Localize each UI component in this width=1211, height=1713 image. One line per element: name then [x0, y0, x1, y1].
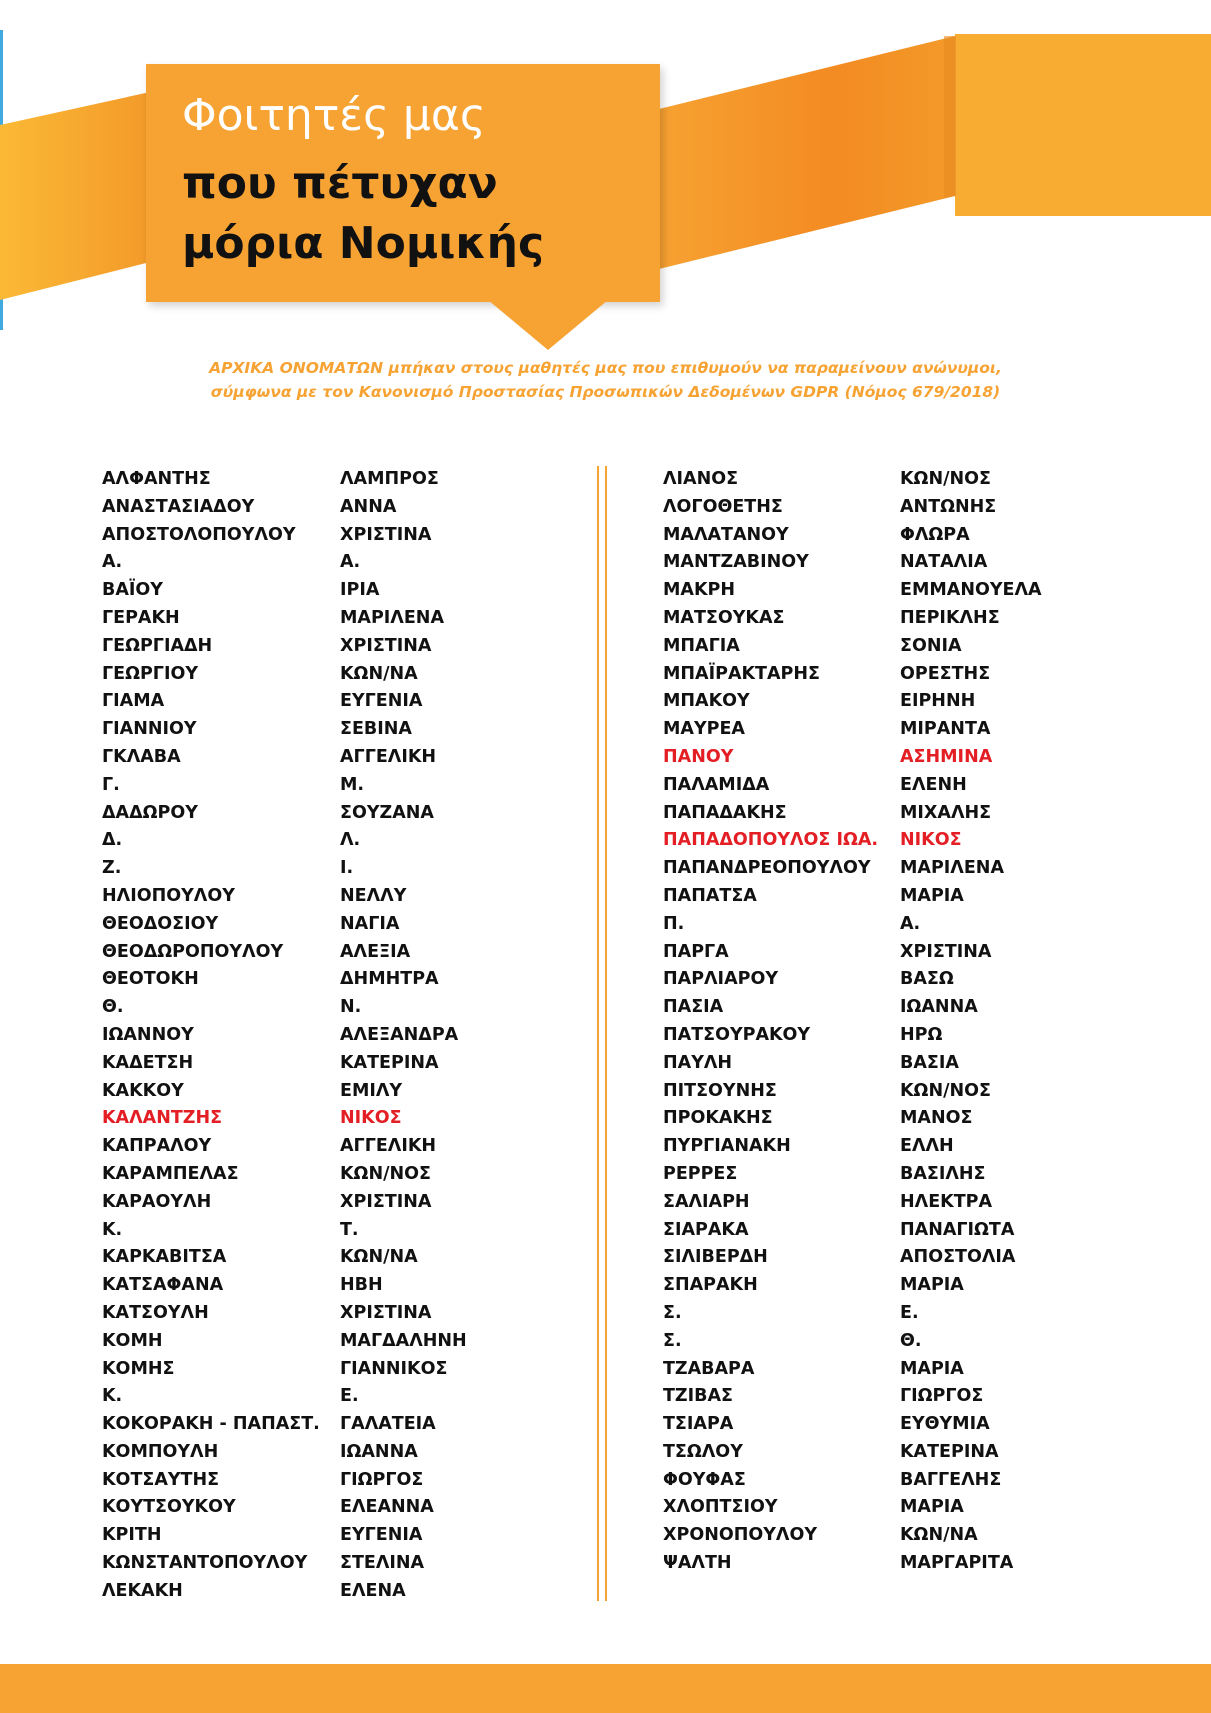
- student-surname: ΙΩΑΝΝΟΥ: [102, 1024, 194, 1045]
- student-surname: ΚΟΚΟΡΑΚΗ - ΠΑΠΑΣΤ.: [102, 1414, 320, 1435]
- student-first-name: ΗΡΩ: [900, 1024, 943, 1045]
- student-surname: ΚΟΥΤΣΟΥΚΟΥ: [102, 1497, 236, 1518]
- student-first-name: ΒΑΣΩ: [900, 969, 954, 990]
- notice-line-2: σύμφωνα με τον Κανονισμό Προστασίας Προσωπικών Δεδομένων GDPR (Νόμος 679/2018): [210, 383, 1001, 401]
- student-surname: ΑΝΑΣΤΑΣΙΑΔΟΥ: [102, 496, 255, 517]
- student-surname: ΜΑΝΤΖΑΒΙΝΟΥ: [663, 552, 809, 573]
- student-first-name: ΣΕΒΙΝΑ: [340, 719, 412, 740]
- student-surname: ΣΑΛΙΑΡΗ: [663, 1191, 750, 1212]
- student-first-name: ΑΓΓΕΛΙΚΗ: [340, 1136, 437, 1157]
- student-first-name: ΚΩΝ/ΝΑ: [340, 663, 418, 684]
- student-surname: ΛΟΓΟΘΕΤΗΣ: [663, 496, 783, 517]
- student-first-name: ΓΙΑΝΝΙΚΟΣ: [340, 1358, 448, 1379]
- student-first-name: ΜΙΧΑΛΗΣ: [900, 802, 992, 823]
- student-surname: ΚΑΤΣΟΥΛΗ: [102, 1302, 209, 1323]
- student-first-name: ΝΑΤΑΛΙΑ: [900, 552, 988, 573]
- student-first-name: ΜΑΡΙΛΕΝΑ: [340, 607, 444, 628]
- student-first-name: ΙΩΑΝΝΑ: [900, 997, 978, 1018]
- student-first-name: Θ.: [900, 1330, 922, 1351]
- student-first-name: ΚΩΝ/ΝΟΣ: [900, 1080, 991, 1101]
- student-first-name: ΑΛΕΞΙΑ: [340, 941, 411, 962]
- student-first-name: ΒΑΣΙΛΗΣ: [900, 1163, 986, 1184]
- student-first-name: ΧΡΙΣΤΙΝΑ: [340, 1302, 432, 1323]
- student-first-name: ΓΙΩΡΓΟΣ: [340, 1469, 424, 1490]
- student-surname: ΚΑΚΚΟΥ: [102, 1080, 184, 1101]
- student-surname: ΣΙΑΡΑΚΑ: [663, 1219, 749, 1240]
- student-surname: Σ.: [663, 1330, 682, 1351]
- student-surname: ΑΛΦΑΝΤΗΣ: [102, 469, 211, 489]
- student-surname: ΚΟΤΣΑΥΤΗΣ: [102, 1469, 220, 1490]
- right-surname-column: [663, 466, 878, 1578]
- student-surname: ΠΥΡΓΙΑΝΑΚΗ: [663, 1136, 791, 1157]
- student-first-name: Ε.: [900, 1302, 919, 1323]
- student-first-name: ΣΟΥΖΑΝΑ: [340, 802, 434, 823]
- student-surname: Γ.: [102, 774, 120, 795]
- student-first-name: ΕΛΕΑΝΝΑ: [340, 1497, 434, 1518]
- student-surname: ΚΟΜΠΟΥΛΗ: [102, 1441, 219, 1462]
- student-surname: ΤΖΙΒΑΣ: [663, 1386, 733, 1407]
- student-surname: ΘΕΟΤΟΚΗ: [102, 969, 199, 990]
- student-first-name: ΜΑΝΟΣ: [900, 1108, 973, 1129]
- student-first-name: ΑΛΕΞΑΝΔΡΑ: [340, 1024, 459, 1045]
- student-first-name: ΦΛΩΡΑ: [900, 524, 970, 545]
- student-surname: ΛΙΑΝΟΣ: [663, 469, 739, 489]
- student-surname: ΡΕΡΡΕΣ: [663, 1163, 738, 1184]
- student-first-name: ΝΙΚΟΣ: [900, 830, 962, 851]
- student-surname: ΓΙΑΝΝΙΟΥ: [102, 719, 197, 740]
- student-surname: Π.: [663, 913, 685, 934]
- title-line-3: μόρια Νομικής: [182, 218, 545, 269]
- student-first-name: ΕΙΡΗΝΗ: [900, 691, 976, 712]
- student-first-name: Ι.: [340, 858, 354, 879]
- student-first-name: ΧΡΙΣΤΙΝΑ: [900, 941, 992, 962]
- left-name-column: [340, 466, 467, 1606]
- student-surname: ΜΠΑΚΟΥ: [663, 691, 750, 712]
- student-surname: ΧΡΟΝΟΠΟΥΛΟΥ: [663, 1525, 818, 1546]
- student-surname: ΜΠΑΪΡΑΚΤΑΡΗΣ: [663, 663, 820, 684]
- student-surname: ΠΑΠΑΔΟΠΟΥΛΟΣ ΙΩΑ.: [663, 830, 879, 851]
- student-first-name: Λ.: [340, 830, 361, 851]
- student-first-name: ΚΩΝ/ΝΟΣ: [900, 469, 991, 489]
- student-first-name: ΟΡΕΣΤΗΣ: [900, 663, 991, 684]
- student-first-name: ΜΑΡΙΛΕΝΑ: [900, 858, 1004, 879]
- student-surname: ΠΑΡΓΑ: [663, 941, 729, 962]
- student-first-name: Ν.: [340, 997, 362, 1018]
- student-surname: ΣΙΛΙΒΕΡΔΗ: [663, 1247, 768, 1268]
- student-surname: ΚΡΙΤΗ: [102, 1525, 162, 1546]
- student-first-name: ΚΩΝ/ΝΑ: [340, 1247, 418, 1268]
- student-first-name: ΚΩΝ/ΝΑ: [900, 1525, 978, 1546]
- student-first-name: Α.: [340, 552, 361, 573]
- gdpr-notice: [0, 356, 1211, 404]
- student-surname: ΛΕΚΑΚΗ: [102, 1580, 183, 1601]
- student-surname: ΚΩΝΣΤΑΝΤΟΠΟΥΛΟΥ: [102, 1553, 308, 1574]
- left-surname-column: [102, 466, 320, 1606]
- student-first-name: ΝΑΓΙΑ: [340, 913, 400, 934]
- student-surname: ΠΙΤΣΟΥΝΗΣ: [663, 1080, 777, 1101]
- student-first-name: ΠΑΝΑΓΙΩΤΑ: [900, 1219, 1015, 1240]
- student-first-name: ΕΛΕΝΗ: [900, 774, 967, 795]
- student-surname: ΠΑΡΛΙΑΡΟΥ: [663, 969, 778, 990]
- student-first-name: ΓΑΛΑΤΕΙΑ: [340, 1414, 436, 1435]
- student-surname: ΤΖΑΒΑΡΑ: [663, 1358, 755, 1379]
- student-first-name: ΕΛΛΗ: [900, 1136, 954, 1157]
- student-surname: Θ.: [102, 997, 124, 1018]
- student-first-name: ΗΒΗ: [340, 1275, 383, 1296]
- student-first-name: ΗΛΕΚΤΡΑ: [900, 1191, 993, 1212]
- student-first-name: ΑΝΤΩΝΗΣ: [900, 496, 997, 517]
- student-surname: ΠΑΠΑΤΣΑ: [663, 885, 757, 906]
- student-surname: ΠΑΣΙΑ: [663, 997, 724, 1018]
- student-first-name: ΜΑΡΙΑ: [900, 885, 964, 906]
- student-surname: ΠΑΠΑΔΑΚΗΣ: [663, 802, 787, 823]
- student-surname: ΚΑΛΑΝΤΖΗΣ: [102, 1108, 223, 1129]
- column-divider-left: [597, 466, 599, 1601]
- student-surname: ΒΑΪΟΥ: [102, 580, 163, 601]
- student-surname: ΠΑΝΟΥ: [663, 746, 734, 767]
- student-first-name: ΜΙΡΑΝΤΑ: [900, 719, 991, 740]
- student-surname: ΓΕΩΡΓΙΟΥ: [102, 663, 199, 684]
- student-first-name: ΧΡΙΣΤΙΝΑ: [340, 524, 432, 545]
- student-first-name: ΕΥΓΕΝΙΑ: [340, 691, 423, 712]
- student-surname: ΘΕΟΔΟΣΙΟΥ: [102, 913, 219, 934]
- student-first-name: Ε.: [340, 1386, 359, 1407]
- student-surname: ΜΑΥΡΕΑ: [663, 719, 745, 740]
- student-surname: ΜΑΤΣΟΥΚΑΣ: [663, 607, 785, 628]
- student-surname: ΚΑΡΑΟΥΛΗ: [102, 1191, 212, 1212]
- student-surname: ΣΠΑΡΑΚΗ: [663, 1275, 758, 1296]
- student-first-name: ΝΕΛΛΥ: [340, 885, 407, 906]
- student-surname: ΚΑΡΚΑΒΙΤΣΑ: [102, 1247, 227, 1268]
- student-first-name: ΚΑΤΕΡΙΝΑ: [340, 1052, 439, 1073]
- student-surname: Κ.: [102, 1386, 123, 1407]
- student-first-name: ΧΡΙΣΤΙΝΑ: [340, 635, 432, 656]
- student-first-name: Α.: [900, 913, 921, 934]
- student-first-name: ΧΡΙΣΤΙΝΑ: [340, 1191, 432, 1212]
- student-surname: ΜΑΚΡΗ: [663, 580, 735, 601]
- student-surname: ΤΣΩΛΟΥ: [663, 1441, 743, 1462]
- student-first-name: ΚΩΝ/ΝΟΣ: [340, 1163, 431, 1184]
- student-surname: ΜΠΑΓΙΑ: [663, 635, 740, 656]
- student-surname: ΓΚΛΑΒΑ: [102, 746, 181, 767]
- student-first-name: Τ.: [340, 1219, 359, 1240]
- student-surname: ΘΕΟΔΩΡΟΠΟΥΛΟΥ: [102, 941, 284, 962]
- student-surname: ΠΑΛΑΜΙΔΑ: [663, 774, 770, 795]
- student-surname: ΚΑΠΡΑΛΟΥ: [102, 1136, 212, 1157]
- student-surname: ΨΑΛΤΗ: [663, 1553, 732, 1574]
- student-surname: Κ.: [102, 1219, 123, 1240]
- student-surname: ΠΑΥΛΗ: [663, 1052, 733, 1073]
- student-first-name: ΒΑΓΓΕΛΗΣ: [900, 1469, 1002, 1490]
- student-first-name: ΜΑΓΔΑΛΗΝΗ: [340, 1330, 467, 1351]
- student-surname: ΚΑΡΑΜΠΕΛΑΣ: [102, 1163, 239, 1184]
- notice-line-1: ΑΡΧΙΚΑ ΟΝΟΜΑΤΩΝ μπήκαν στους μαθητές μας που επιθυμούν να παραμείνουν ανώνυμοι,: [209, 359, 1002, 377]
- title-line-2: που πέτυχαν: [182, 158, 498, 209]
- student-surname: ΚΟΜΗ: [102, 1330, 163, 1351]
- student-first-name: Μ.: [340, 774, 365, 795]
- student-first-name: ΕΜΜΑΝΟΥΕΛΑ: [900, 580, 1042, 601]
- student-surname: ΠΡΟΚΑΚΗΣ: [663, 1108, 773, 1129]
- student-first-name: ΙΡΙΑ: [340, 580, 380, 601]
- student-first-name: ΕΥΓΕΝΙΑ: [340, 1525, 423, 1546]
- student-first-name: ΑΣΗΜΙΝΑ: [900, 746, 993, 767]
- student-surname: ΚΑΤΣΑΦΑΝΑ: [102, 1275, 224, 1296]
- student-first-name: ΕΛΕΝΑ: [340, 1580, 406, 1601]
- student-surname: ΔΑΔΩΡΟΥ: [102, 802, 198, 823]
- right-name-column: [900, 466, 1042, 1578]
- student-first-name: ΜΑΡΙΑ: [900, 1358, 964, 1379]
- student-surname: ΓΕΡΑΚΗ: [102, 607, 180, 628]
- student-first-name: ΑΠΟΣΤΟΛΙΑ: [900, 1247, 1016, 1268]
- student-surname: Α.: [102, 552, 123, 573]
- student-first-name: ΙΩΑΝΝΑ: [340, 1441, 418, 1462]
- student-first-name: ΕΜΙΛΥ: [340, 1080, 403, 1101]
- student-first-name: ΚΑΤΕΡΙΝΑ: [900, 1441, 999, 1462]
- student-surname: Σ.: [663, 1302, 682, 1323]
- student-surname: Δ.: [102, 830, 123, 851]
- student-first-name: ΠΕΡΙΚΛΗΣ: [900, 607, 1000, 628]
- title-line-1: Φοιτητές μας: [182, 90, 486, 141]
- student-surname: ΜΑΛΑΤΑΝΟΥ: [663, 524, 789, 545]
- student-first-name: ΣΤΕΛΙΝΑ: [340, 1553, 425, 1574]
- student-surname: ΠΑΤΣΟΥΡΑΚΟΥ: [663, 1024, 811, 1045]
- pointer-arrow-icon: [488, 300, 608, 352]
- column-divider-right: [605, 466, 607, 1601]
- student-surname: ΠΑΠΑΝΔΡΕΟΠΟΥΛΟΥ: [663, 858, 871, 879]
- student-first-name: ΜΑΡΙΑ: [900, 1275, 964, 1296]
- student-surname: ΧΛΟΠΤΣΙΟΥ: [663, 1497, 778, 1518]
- student-first-name: ΕΥΘΥΜΙΑ: [900, 1414, 990, 1435]
- student-surname: ΦΟΥΦΑΣ: [663, 1469, 746, 1490]
- student-surname: ΑΠΟΣΤΟΛΟΠΟΥΛΟΥ: [102, 524, 296, 545]
- student-first-name: ΑΓΓΕΛΙΚΗ: [340, 746, 437, 767]
- student-surname: ΓΙΑΜΑ: [102, 691, 165, 712]
- student-first-name: ΜΑΡΙΑ: [900, 1497, 964, 1518]
- footer-bar: [0, 1664, 1211, 1713]
- student-first-name: ΓΙΩΡΓΟΣ: [900, 1386, 984, 1407]
- student-first-name: ΝΙΚΟΣ: [340, 1108, 402, 1129]
- student-first-name: ΛΑΜΠΡΟΣ: [340, 469, 439, 489]
- student-surname: ΤΣΙΑΡΑ: [663, 1414, 734, 1435]
- student-surname: ΗΛΙΟΠΟΥΛΟΥ: [102, 885, 235, 906]
- student-first-name: ΒΑΣΙΑ: [900, 1052, 959, 1073]
- student-first-name: ΜΑΡΓΑΡΙΤΑ: [900, 1553, 1014, 1574]
- title-box: [146, 64, 660, 302]
- student-surname: Ζ.: [102, 858, 122, 879]
- student-surname: ΚΟΜΗΣ: [102, 1358, 175, 1379]
- student-first-name: ΑΝΝΑ: [340, 496, 397, 517]
- student-surname: ΓΕΩΡΓΙΑΔΗ: [102, 635, 213, 656]
- student-surname: ΚΑΔΕΤΣΗ: [102, 1052, 194, 1073]
- student-first-name: ΣΟΝΙΑ: [900, 635, 962, 656]
- student-first-name: ΔΗΜΗΤΡΑ: [340, 969, 439, 990]
